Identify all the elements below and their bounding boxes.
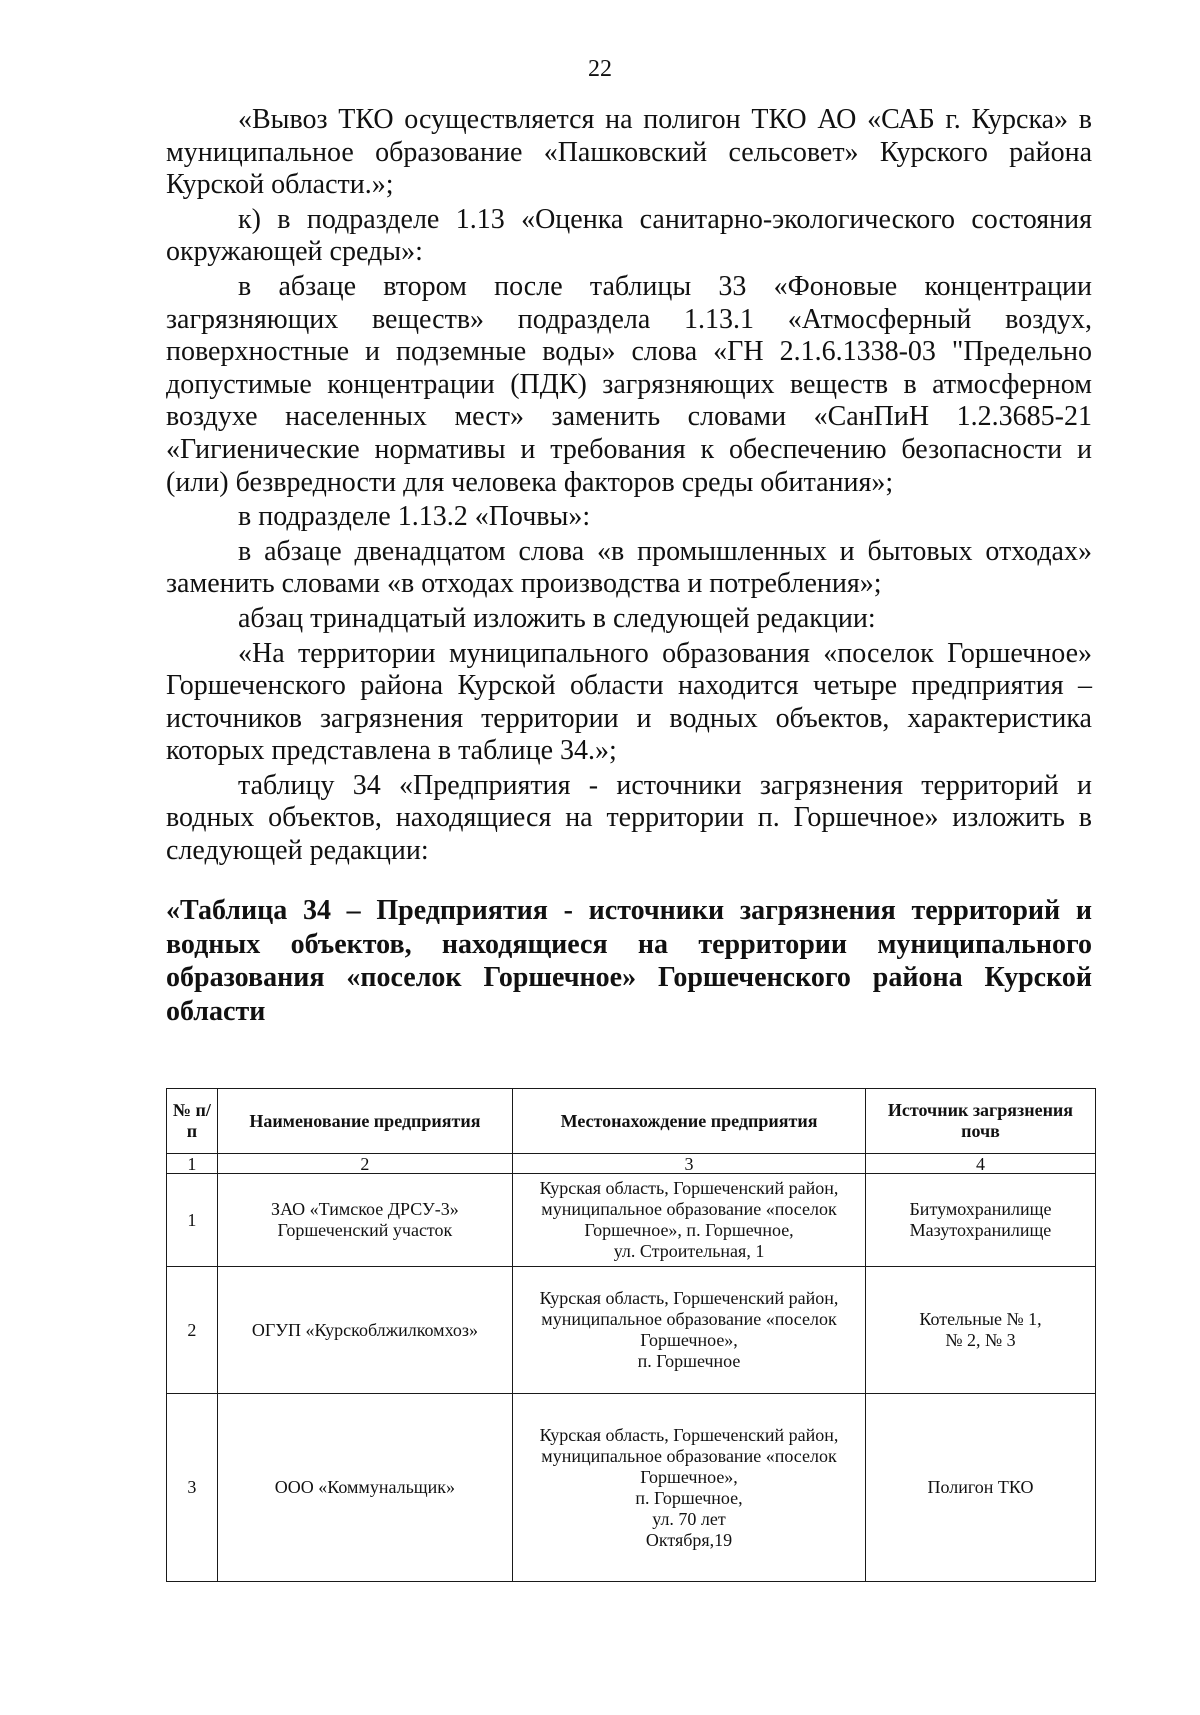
row-name-line: ООО «Коммунальщик» [274,1477,456,1497]
row-location [513,1174,866,1267]
row-location-line: п. Горшечное [637,1351,741,1371]
row-location-line: п. Горшечное, [635,1487,743,1508]
row-location [513,1267,866,1394]
header-num: № п/п [167,1089,218,1154]
row-source-line: Мазутохранилище [909,1220,1052,1240]
paragraph-7: «На территории муниципального образования «поселок Горшечное» Горшеченского района Курской области находится четыре предприятия – источников загрязнения территории и водных объектов, характеристика которых представлена в таблице 34.»; [166,637,1092,767]
row-location-line: муниципальное образование «поселок [541,1309,837,1329]
table-row [167,1267,1096,1394]
row-location-line: Курская область, Горшеченский район, [539,1288,839,1308]
column-number: 2 [217,1154,512,1174]
header-location: Местонахождение предприятия [513,1089,866,1154]
body-text [166,104,1092,870]
paragraph-1: «Вывоз ТКО осуществляется на полигон ТКО АО «САБ г. Курска» в муниципальное образование «Пашковский сельсовет» Курского района Курской области.»; [166,104,1092,201]
table-caption: «Таблица 34 – Предприятия - источники загрязнения территорий и водных объектов, находящиеся на территории муниципального образования «поселок Горшечное» Горшеченского района Курской области [166,895,1092,1027]
column-number-row [167,1154,1096,1174]
header-source: Источник загрязнения почв [865,1089,1095,1154]
row-source [865,1394,1095,1582]
paragraph-6: абзац тринадцатый изложить в следующей редакции: [238,602,876,634]
paragraph-5: в абзаце двенадцатом слова «в промышленных и бытовых отходах» заменить словами «в отходах производства и потребления»; [166,535,1092,600]
enterprises-table [166,1088,1096,1582]
row-location-line: Октября,19 [645,1529,733,1550]
row-location-line: Курская область, Горшеченский район, [539,1424,839,1445]
column-number: 1 [167,1154,218,1174]
column-number: 3 [513,1154,866,1174]
row-num: 2 [167,1267,218,1394]
row-source-line: Битумохранилище [909,1199,1052,1219]
paragraph-2: к) в подразделе 1.13 «Оценка санитарно-экологического состояния окружающей среды»: [166,203,1092,268]
row-location-line: муниципальное образование «поселок [541,1199,837,1219]
row-source [865,1267,1095,1394]
page-number: 22 [588,56,612,82]
row-location-line: ул. Строительная, 1 [613,1241,765,1261]
row-name [217,1174,512,1267]
row-location-line: муниципальное образование «поселок [541,1445,837,1466]
paragraph-8: таблицу 34 «Предприятия - источники загрязнения территорий и водных объектов, находящиеся на территории п. Горшечное» изложить в следующей редакции: [166,769,1092,867]
row-location-line: Горшечное», [640,1466,738,1487]
row-location-line: Курская область, Горшеченский район, [539,1178,839,1198]
row-name-line: ЗАО «Тимское ДРСУ-3» [271,1199,459,1219]
row-name-line: Горшеченский участок [277,1220,453,1240]
row-source-line: Полигон ТКО [927,1477,1034,1497]
paragraph-4: в подразделе 1.13.2 «Почвы»: [238,501,591,533]
table-header-row [167,1089,1096,1154]
row-num: 3 [167,1394,218,1582]
paragraph-3: в абзаце втором после таблицы 33 «Фоновые концентрации загрязняющих веществ» подраздела 1.13.1 «Атмосферный воздух, поверхностные и подземные воды» слова «ГН 2.1.6.1338-03 "Предельно допустимые концентрации (ПДК) загрязняющих веществ в атмосферном воздухе населенных мест» заменить словами «СанПиН 1.2.3685-21 «Гигиенические нормативы и требования к обеспечению безопасности и (или) безвредности для человека факторов среды обитания»; [166,270,1092,498]
row-location [513,1394,866,1582]
row-name [217,1394,512,1582]
row-source-line: № 2, № 3 [945,1330,1016,1350]
row-name-line: ОГУП «Курскоблжилкомхоз» [251,1319,478,1340]
header-name: Наименование предприятия [217,1089,512,1154]
row-location-line: ул. 70 лет [652,1508,726,1529]
row-location-line: Горшечное», [640,1330,738,1350]
row-location-line: Горшечное», п. Горшечное, [584,1220,794,1240]
row-source-line: Котельные № 1, [919,1309,1042,1329]
table-row [167,1174,1096,1267]
row-name [217,1267,512,1394]
column-number: 4 [865,1154,1095,1174]
row-source [865,1174,1095,1267]
row-num: 1 [167,1174,218,1267]
table-row [167,1394,1096,1582]
